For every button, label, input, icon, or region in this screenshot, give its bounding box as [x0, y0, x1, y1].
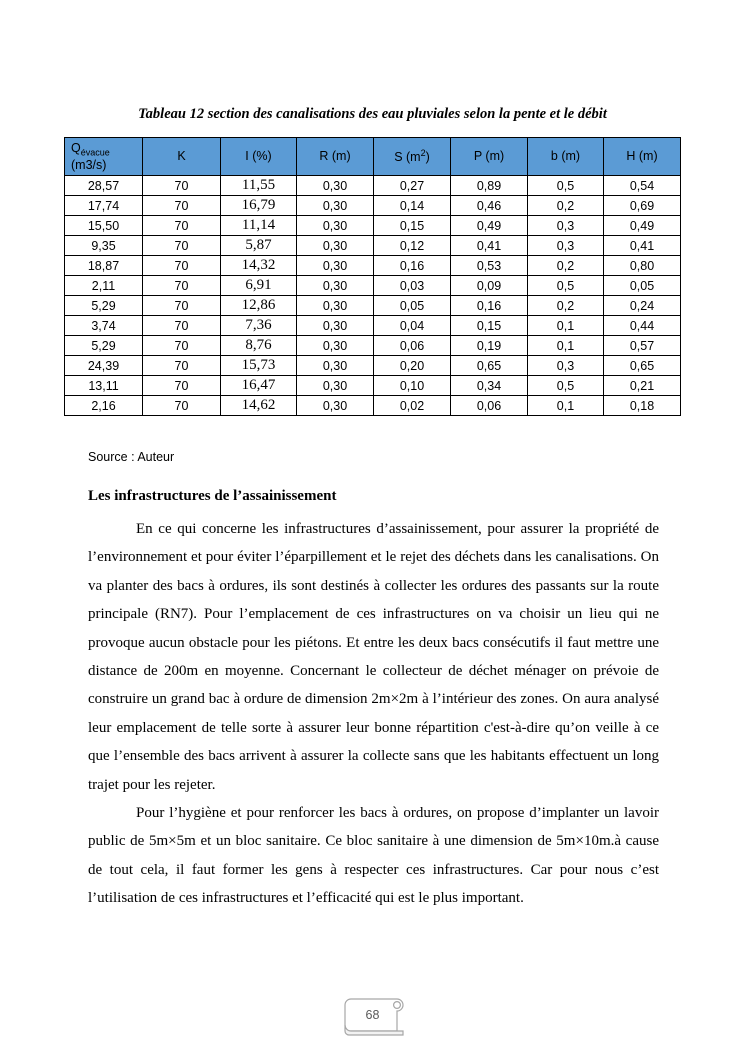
table-row [65, 376, 681, 396]
table-cell: 15,50 [65, 216, 143, 236]
table-cell: 0,03 [374, 276, 451, 296]
table-row [65, 236, 681, 256]
table-body [65, 176, 681, 416]
table-cell: 0,30 [297, 236, 374, 256]
table-cell: 0,05 [374, 296, 451, 316]
table-row [65, 316, 681, 336]
table-header [65, 138, 681, 176]
table-cell: 16,47 [221, 376, 297, 396]
table-cell: 0,21 [604, 376, 681, 396]
table-cell: 0,16 [451, 296, 528, 316]
table-cell: 0,18 [604, 396, 681, 416]
table-cell: 0,09 [451, 276, 528, 296]
table-cell: 0,41 [451, 236, 528, 256]
table-header-row [65, 138, 681, 176]
table-cell: 16,79 [221, 196, 297, 216]
table-cell: 0,2 [528, 296, 604, 316]
table-row [65, 196, 681, 216]
header-cell-i: I (%) [221, 138, 297, 176]
table-cell: 0,04 [374, 316, 451, 336]
table-cell: 0,53 [451, 256, 528, 276]
table-cell: 14,32 [221, 256, 297, 276]
table-cell: 0,20 [374, 356, 451, 376]
table-cell: 0,30 [297, 176, 374, 196]
table-cell: 0,30 [297, 196, 374, 216]
page-number-scroll [337, 991, 409, 1039]
header-cell-r: R (m) [297, 138, 374, 176]
table-cell: 70 [143, 376, 221, 396]
table-cell: 0,5 [528, 276, 604, 296]
table-cell: 0,80 [604, 256, 681, 276]
table-cell: 0,2 [528, 256, 604, 276]
table-cell: 0,24 [604, 296, 681, 316]
table-cell: 14,62 [221, 396, 297, 416]
table-cell: 12,86 [221, 296, 297, 316]
table-row [65, 296, 681, 316]
table-cell: 70 [143, 276, 221, 296]
table-cell: 70 [143, 196, 221, 216]
table-cell: 0,5 [528, 376, 604, 396]
table-cell: 0,2 [528, 196, 604, 216]
table-cell: 0,1 [528, 336, 604, 356]
table-cell: 0,44 [604, 316, 681, 336]
header-s-close: ) [425, 150, 430, 165]
header-cell-h: H (m) [604, 138, 681, 176]
table-row [65, 216, 681, 236]
table-cell: 0,46 [451, 196, 528, 216]
table-row [65, 336, 681, 356]
header-q-subscript: évacue [80, 147, 110, 158]
table-cell: 0,06 [451, 396, 528, 416]
table-cell: 0,27 [374, 176, 451, 196]
table-cell: 0,10 [374, 376, 451, 396]
table-cell: 70 [143, 356, 221, 376]
table-cell: 2,11 [65, 276, 143, 296]
table-cell: 70 [143, 296, 221, 316]
table-cell: 5,29 [65, 336, 143, 356]
body-paragraph: En ce qui concerne les infrastructures d’assainissement, pour assurer la propriété de l’environnement et pour éviter l’éparpillement et le rejet des déchets dans les canalisations. On va planter des bacs à ordures, ils sont destinés à collecter les ordures des passants sur la route principale (RN7). Pour l’emplacement de ces infrastructures on va choisir un lieu qui ne provoque aucun obstacle pour les piétons. Et entre les deux bacs consécutifs il faut mettre une distance de 200m en moyenne. Concernant le collecteur de déchet ménager on prévoie de construire un grand bac à ordure de dimension 2m×2m à l’intérieur des zones. On aura analysé leur emplacement de telle sorte à assurer leur bonne répartition c'est-à-dire qu’on veille à ce que l’ensemble des bacs arrivent à assurer la collecte sans que les habitants effectuent un long trajet pour les rejeter. [88, 521, 659, 793]
table-cell: 70 [143, 316, 221, 336]
page-number: 68 [365, 1008, 380, 1022]
body-paragraph: Pour l’hygiène et pour renforcer les bacs à ordures, on propose d’implanter un lavoir public de 5m×5m et un bloc sanitaire. Ce bloc sanitaire à une dimension de 5m×10m.à cause de tout cela, il faut former les gens à respecter ces infrastructures. Car pour nous c’est l’utilisation de ces infrastructures et l’efficacité qui est le plus important. [88, 805, 659, 907]
table-row [65, 276, 681, 296]
table-row [65, 356, 681, 376]
table-cell: 0,65 [451, 356, 528, 376]
table-cell: 15,73 [221, 356, 297, 376]
table-row [65, 396, 681, 416]
table-cell: 0,30 [297, 396, 374, 416]
table-title: Tableau 12 section des canalisations des eau pluviales selon la pente et le débit [138, 106, 607, 122]
table-cell: 0,30 [297, 376, 374, 396]
source-note: Source : Auteur [88, 450, 175, 464]
table-cell: 0,06 [374, 336, 451, 356]
table-cell: 2,16 [65, 396, 143, 416]
table-cell: 0,30 [297, 336, 374, 356]
header-cell-s [374, 138, 451, 176]
table-cell: 0,89 [451, 176, 528, 196]
table-cell: 70 [143, 396, 221, 416]
table-cell: 0,34 [451, 376, 528, 396]
table-cell: 70 [143, 176, 221, 196]
table-cell: 70 [143, 256, 221, 276]
header-s-superscript: 2 [420, 148, 426, 159]
table-cell: 7,36 [221, 316, 297, 336]
table-cell: 28,57 [65, 176, 143, 196]
table-cell: 5,29 [65, 296, 143, 316]
table-cell: 3,74 [65, 316, 143, 336]
table-cell: 13,11 [65, 376, 143, 396]
table-cell: 0,3 [528, 356, 604, 376]
header-s-main: S (m [394, 150, 421, 165]
table-cell: 0,30 [297, 296, 374, 316]
table-cell: 0,57 [604, 336, 681, 356]
table-cell: 0,30 [297, 276, 374, 296]
table-cell: 0,15 [374, 216, 451, 236]
table-cell: 0,02 [374, 396, 451, 416]
table-cell: 11,14 [221, 216, 297, 236]
table-cell: 0,54 [604, 176, 681, 196]
table-cell: 0,3 [528, 236, 604, 256]
table-cell: 11,55 [221, 176, 297, 196]
table-row [65, 176, 681, 196]
table-cell: 0,05 [604, 276, 681, 296]
table-cell: 0,16 [374, 256, 451, 276]
table-cell: 17,74 [65, 196, 143, 216]
section-heading: Les infrastructures de l’assainissement [88, 488, 337, 504]
table-cell: 0,14 [374, 196, 451, 216]
table-cell: 0,30 [297, 256, 374, 276]
header-q-symbol: Q [71, 140, 81, 155]
header-q-unit: (m3/s) [71, 157, 107, 172]
table-cell: 0,65 [604, 356, 681, 376]
table-cell: 18,87 [65, 256, 143, 276]
table-cell: 0,19 [451, 336, 528, 356]
table-cell: 6,91 [221, 276, 297, 296]
table-cell: 9,35 [65, 236, 143, 256]
table-cell: 24,39 [65, 356, 143, 376]
header-cell-k: K [143, 138, 221, 176]
table-cell: 0,69 [604, 196, 681, 216]
table-cell: 5,87 [221, 236, 297, 256]
table-cell: 0,30 [297, 316, 374, 336]
table-cell: 0,3 [528, 216, 604, 236]
header-cell-p: P (m) [451, 138, 528, 176]
table-cell: 70 [143, 236, 221, 256]
table-cell: 70 [143, 216, 221, 236]
table-cell: 0,5 [528, 176, 604, 196]
table-cell: 0,49 [451, 216, 528, 236]
header-cell-b: b (m) [528, 138, 604, 176]
table-cell: 0,49 [604, 216, 681, 236]
table-cell: 0,30 [297, 216, 374, 236]
table-row [65, 256, 681, 276]
table-cell: 0,1 [528, 396, 604, 416]
table-cell: 0,1 [528, 316, 604, 336]
table-cell: 70 [143, 336, 221, 356]
data-table [64, 137, 681, 416]
table-cell: 0,15 [451, 316, 528, 336]
table-cell: 8,76 [221, 336, 297, 356]
table-cell: 0,41 [604, 236, 681, 256]
header-cell-q [65, 138, 143, 176]
table-cell: 0,12 [374, 236, 451, 256]
table-cell: 0,30 [297, 356, 374, 376]
page-footer [0, 991, 745, 1039]
